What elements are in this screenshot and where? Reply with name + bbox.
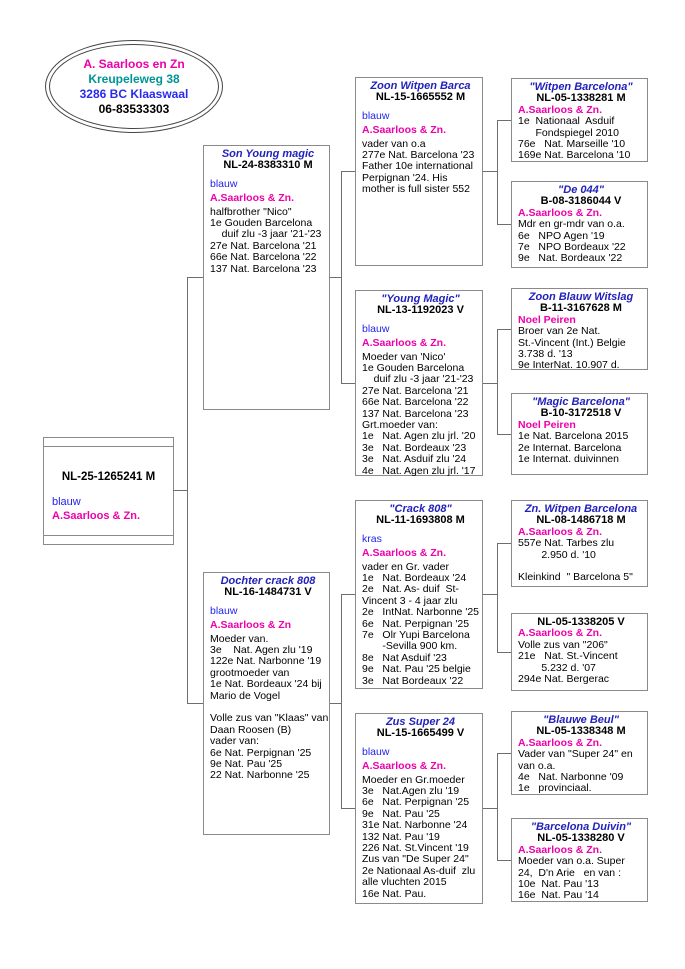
connector-line <box>497 120 498 225</box>
breeder-card-inner-ring <box>49 44 219 129</box>
achievement-line: 3.738 d. '13 <box>518 348 573 361</box>
pigeon-name: "Barcelona Duivin" <box>530 821 632 833</box>
achievement-line: 7e NPO Bordeaux '22 <box>518 241 626 254</box>
achievement-line: 76e Nat. Marseille '10 <box>518 138 626 151</box>
achievement-line: 9e Nat. Pau '25 <box>362 807 440 820</box>
achievement-line: vader en Gr. vader <box>362 560 449 573</box>
achievement-line: Fondspiegel 2010 <box>518 126 619 139</box>
ring-number: B-11-3167628 M <box>540 302 622 315</box>
achievement-line: 1e Gouden Barcelona <box>362 362 465 375</box>
achievement-line: 24, D'n Arie en van : <box>518 866 621 879</box>
achievement-line: 294e Nat. Bergerac <box>518 673 610 686</box>
pedigree-box-dam-dam-dam <box>511 818 648 902</box>
connector-line <box>341 171 355 172</box>
achievement-line: 21e Nat. St.-Vincent <box>518 650 618 663</box>
achievement-line: 9e Nat. Pau '25 <box>210 758 283 771</box>
achievement-line: 226 Nat. St.Vincent '19 <box>362 842 469 855</box>
achievement-line: 3e Nat. Bordeaux '23 <box>362 441 467 454</box>
achievement-line: 6e Nat. Perpignan '25 <box>362 617 470 630</box>
pedigree-box-sire <box>203 145 330 410</box>
achievement-line: 22 Nat. Narbonne '25 <box>210 769 310 782</box>
achievement-line: 5.232 d. '07 <box>518 661 596 674</box>
achievement-line: 1e Nat. Barcelona 2015 <box>518 430 629 443</box>
owner-name: A.Saarloos & Zn. <box>518 627 603 640</box>
achievement-line: 10e Nat. Pau '13 <box>518 878 599 891</box>
connector-line <box>497 860 511 861</box>
achievement-line: alle vluchten 2015 <box>362 876 447 889</box>
achievement-line: 277e Nat. Barcelona '23 <box>362 149 475 162</box>
achievement-line: Mario de Vogel <box>210 689 281 702</box>
achievement-line: 137 Nat. Barcelona '23 <box>362 407 469 420</box>
achievement-line: 2.950 d. '10 <box>518 548 596 561</box>
ring-number: B-08-3186044 V <box>540 195 622 208</box>
connector-line <box>330 703 341 704</box>
pedigree-box-sire-sire-dam <box>511 181 648 268</box>
achievement-line: 4e Nat. Agen zlu jrl. '17 <box>362 464 476 477</box>
achievement-line: 1e Internat. duivinnen <box>518 453 619 466</box>
connector-line <box>341 594 342 809</box>
achievement-line: 2e IntNat. Narbonne '25 <box>362 606 479 619</box>
connector-line <box>497 329 498 435</box>
ring-number: NL-11-1693808 M <box>376 514 465 527</box>
achievement-line: Moeder van. <box>210 632 269 645</box>
connector-line <box>497 120 511 121</box>
achievement-line: 8e Nat Asduif '23 <box>362 651 447 664</box>
achievement-line: 132 Nat. Pau '19 <box>362 830 440 843</box>
pedigree-box-dam-sire-dam <box>511 613 648 691</box>
pigeon-name: Zoon Witpen Barca <box>370 80 471 92</box>
pigeon-name: Zoon Blauw Witslag <box>528 291 634 303</box>
achievement-line: 6e NPO Agen '19 <box>518 229 605 242</box>
breeder-phone: 06-83533303 <box>98 101 170 116</box>
pigeon-name: Zn. Witpen Barcelona <box>524 503 638 515</box>
pigeon-name: "Young Magic" <box>381 293 460 305</box>
pigeon-color: blauw <box>362 322 390 335</box>
pedigree-box-dam-dam-sire <box>511 711 648 795</box>
achievement-line: Daan Roosen (B) <box>210 723 292 736</box>
ring-number: NL-15-1665552 M <box>375 91 466 104</box>
ring-number: NL-16-1484731 V <box>224 586 312 599</box>
achievement-line: 27e Nat. Barcelona '21 <box>362 384 469 397</box>
connector-line <box>173 490 187 491</box>
pigeon-name: "De 044" <box>558 184 604 196</box>
connector-line <box>341 808 355 809</box>
pedigree-box-dam <box>203 572 330 835</box>
achievement-line: Perpignan '24. His <box>362 171 448 184</box>
achievement-line: 3e Nat.Agen zlu '19 <box>362 785 460 798</box>
pedigree-box-dam-sire <box>355 500 483 689</box>
pedigree-box-dam-sire-sire <box>511 500 648 587</box>
ring-number: NL-24-8383310 M <box>223 159 313 172</box>
ring-number: NL-13-1192023 V <box>377 304 464 317</box>
owner-name: A.Saarloos & Zn. <box>210 192 295 205</box>
owner-name: A.Saarloos & Zn. <box>518 206 603 219</box>
pigeon-name: Zus Super 24 <box>385 716 456 728</box>
breeder-street: Kreupeleweg 38 <box>88 71 180 86</box>
owner-name: A.Saarloos & Zn. <box>518 843 603 856</box>
achievement-line: Father 10e international <box>362 160 473 173</box>
ring-number: NL-05-1338281 M <box>536 92 626 105</box>
owner-name: Noel Peiren <box>518 313 576 326</box>
pedigree-box-sire-dam-sire <box>511 288 648 370</box>
achievement-line: Broer van 2e Nat. <box>518 325 601 338</box>
connector-line <box>483 383 497 384</box>
pigeon-name: "Magic Barcelona" <box>532 396 630 408</box>
pigeon-color: blauw <box>210 177 238 190</box>
achievement-line: Zus van "De Super 24" <box>362 853 469 866</box>
achievement-line: duif zlu -3 jaar '21-'23 <box>362 373 474 386</box>
ring-number: NL-05-1338348 M <box>536 725 626 738</box>
pigeon-color: blauw <box>362 109 390 122</box>
pigeon-color: kras <box>362 532 382 545</box>
achievement-line: Vincent 3 - 4 jaar zlu <box>362 594 458 607</box>
achievement-line: 31e Nat. Narbonne '24 <box>362 819 468 832</box>
achievement-line: 16e Nat. Pau '14 <box>518 889 599 902</box>
achievement-line: 122e Nat. Narbonne '19 <box>210 655 322 668</box>
connector-line <box>341 171 342 384</box>
achievement-line: vader van: <box>210 735 260 748</box>
connector-line <box>341 383 355 384</box>
connector-line <box>483 594 497 595</box>
achievement-line: duif zlu -3 jaar '21-'23 <box>210 228 322 241</box>
achievement-line: grootmoeder van <box>210 666 290 679</box>
ring-number: NL-05-1338280 V <box>537 832 625 845</box>
connector-line <box>187 277 188 704</box>
achievement-line: 137 Nat. Barcelona '23 <box>210 262 317 275</box>
connector-line <box>497 652 511 653</box>
achievement-line: 4e Nat. Narbonne '09 <box>518 771 624 784</box>
ring-number: B-10-3172518 V <box>540 407 622 420</box>
connector-line <box>483 808 497 809</box>
pedigree-box-sire-sire-sire <box>511 78 648 162</box>
achievement-line: Vader van "Super 24" en <box>518 748 633 761</box>
connector-line <box>187 703 203 704</box>
pigeon-color: blauw <box>210 604 238 617</box>
ring-number: NL-08-1486718 M <box>536 514 626 527</box>
achievement-line: St.-Vincent (Int.) Belgie <box>518 336 626 349</box>
pigeon-name: "Witpen Barcelona" <box>529 81 633 93</box>
achievement-line: Moeder van o.a. Super <box>518 855 625 868</box>
connector-line <box>497 329 511 330</box>
achievement-line: 66e Nat. Barcelona '22 <box>210 251 317 264</box>
owner-name: A.Saarloos & Zn. <box>362 124 447 137</box>
achievement-line: 16e Nat. Pau. <box>362 887 427 900</box>
pigeon-name: "Crack 808" <box>389 503 452 515</box>
achievement-line: 1e Nat. Agen zlu jrl. '20 <box>362 430 476 443</box>
achievement-line: 66e Nat. Barcelona '22 <box>362 396 469 409</box>
breeder-city: 3286 BC Klaaswaal <box>79 86 189 101</box>
achievement-line: 27e Nat. Barcelona '21 <box>210 239 317 252</box>
achievement-line: Moeder van 'Nico' <box>362 350 446 363</box>
subject-owner: A.Saarloos & Zn. <box>52 510 141 522</box>
subject-color: blauw <box>52 496 81 508</box>
owner-name: A.Saarloos & Zn. <box>362 547 447 560</box>
achievement-line: 2e Internat. Barcelona <box>518 441 622 454</box>
achievement-line: 9e Nat. Pau '25 belgie <box>362 663 471 676</box>
achievement-line: 7e Olr Yupi Barcelona <box>362 629 470 642</box>
connector-line <box>497 434 511 435</box>
achievement-line: 6e Nat. Perpignan '25 <box>210 746 312 759</box>
pigeon-name: "Blauwe Beul" <box>543 714 619 726</box>
achievement-line: 9e Nat. Bordeaux '22 <box>518 252 623 265</box>
owner-name: A.Saarloos & Zn. <box>362 760 447 773</box>
achievement-line: 2e Nationaal As-duif zlu <box>362 864 476 877</box>
pedigree-box-sire-dam <box>355 290 483 476</box>
achievement-line: 3e Nat Bordeaux '22 <box>362 674 464 687</box>
connector-line <box>497 543 511 544</box>
connector-line <box>187 277 203 278</box>
achievement-line: Moeder en Gr.moeder <box>362 773 465 786</box>
achievement-line: vader van o.a <box>362 137 426 150</box>
pigeon-name: Son Young magic <box>221 148 315 160</box>
ring-number: NL-05-1338205 V <box>537 616 625 628</box>
owner-name: A.Saarloos & Zn. <box>518 103 603 116</box>
achievement-line: 1e provinciaal. <box>518 782 592 795</box>
connector-line <box>497 753 511 754</box>
subject-ring-number: NL-25-1265241 M <box>61 471 156 483</box>
pedigree-box-dam-dam <box>355 713 483 904</box>
achievement-line: 1e Gouden Barcelona <box>210 217 313 230</box>
subject-pigeon-box <box>43 437 174 545</box>
pedigree-box-sire-dam-dam <box>511 393 648 475</box>
achievement-line: Kleinkind " Barcelona 5" <box>518 571 633 584</box>
achievement-line: -Sevilla 900 km. <box>362 640 458 653</box>
pigeon-name: Dochter crack 808 <box>220 575 316 587</box>
breeder-card <box>45 40 223 133</box>
achievement-line: Mdr en gr-mdr van o.a. <box>518 218 625 231</box>
achievement-line: 1e Nat. Bordeaux '24 bij <box>210 678 322 691</box>
achievement-line: van o.a. <box>518 759 556 772</box>
achievement-line: 169e Nat. Barcelona '10 <box>518 149 631 162</box>
achievement-line: Grt.moeder van: <box>362 419 438 432</box>
connector-line <box>497 224 511 225</box>
achievement-line: Volle zus van "Klaas" van <box>210 712 329 725</box>
achievement-line: 1e Nationaal Asduif <box>518 115 615 128</box>
achievement-line: halfbrother "Nico" <box>210 205 292 218</box>
owner-name: A.Saarloos & Zn. <box>518 525 603 538</box>
connector-line <box>497 753 498 861</box>
owner-name: A.Saarloos & Zn. <box>518 736 603 749</box>
achievement-line: 9e InterNat. 10.907 d. <box>518 359 620 372</box>
pedigree-box-sire-sire <box>355 77 483 266</box>
connector-line <box>483 171 497 172</box>
achievement-line: 3e Nat. Agen zlu '19 <box>210 644 313 657</box>
connector-line <box>497 543 498 653</box>
achievement-line: Volle zus van "206" <box>518 638 608 651</box>
achievement-line: 557e Nat. Tarbes zlu <box>518 537 615 550</box>
owner-name: Noel Peiren <box>518 418 576 431</box>
owner-name: A.Saarloos & Zn <box>210 619 292 632</box>
owner-name: A.Saarloos & Zn. <box>362 337 447 350</box>
ring-number: NL-15-1665499 V <box>376 727 465 740</box>
achievement-line: 1e Nat. Bordeaux '24 <box>362 572 467 585</box>
achievement-line: 6e Nat. Perpignan '25 <box>362 796 470 809</box>
achievement-line: 2e Nat. As- duif St- <box>362 583 459 596</box>
connector-line <box>330 277 341 278</box>
achievement-line: mother is full sister 552 <box>362 183 470 196</box>
achievement-line: 3e Nat. Asduif zlu '24 <box>362 453 467 466</box>
pigeon-color: blauw <box>362 745 390 758</box>
breeder-name: A. Saarloos en Zn <box>83 56 185 71</box>
connector-line <box>341 594 355 595</box>
